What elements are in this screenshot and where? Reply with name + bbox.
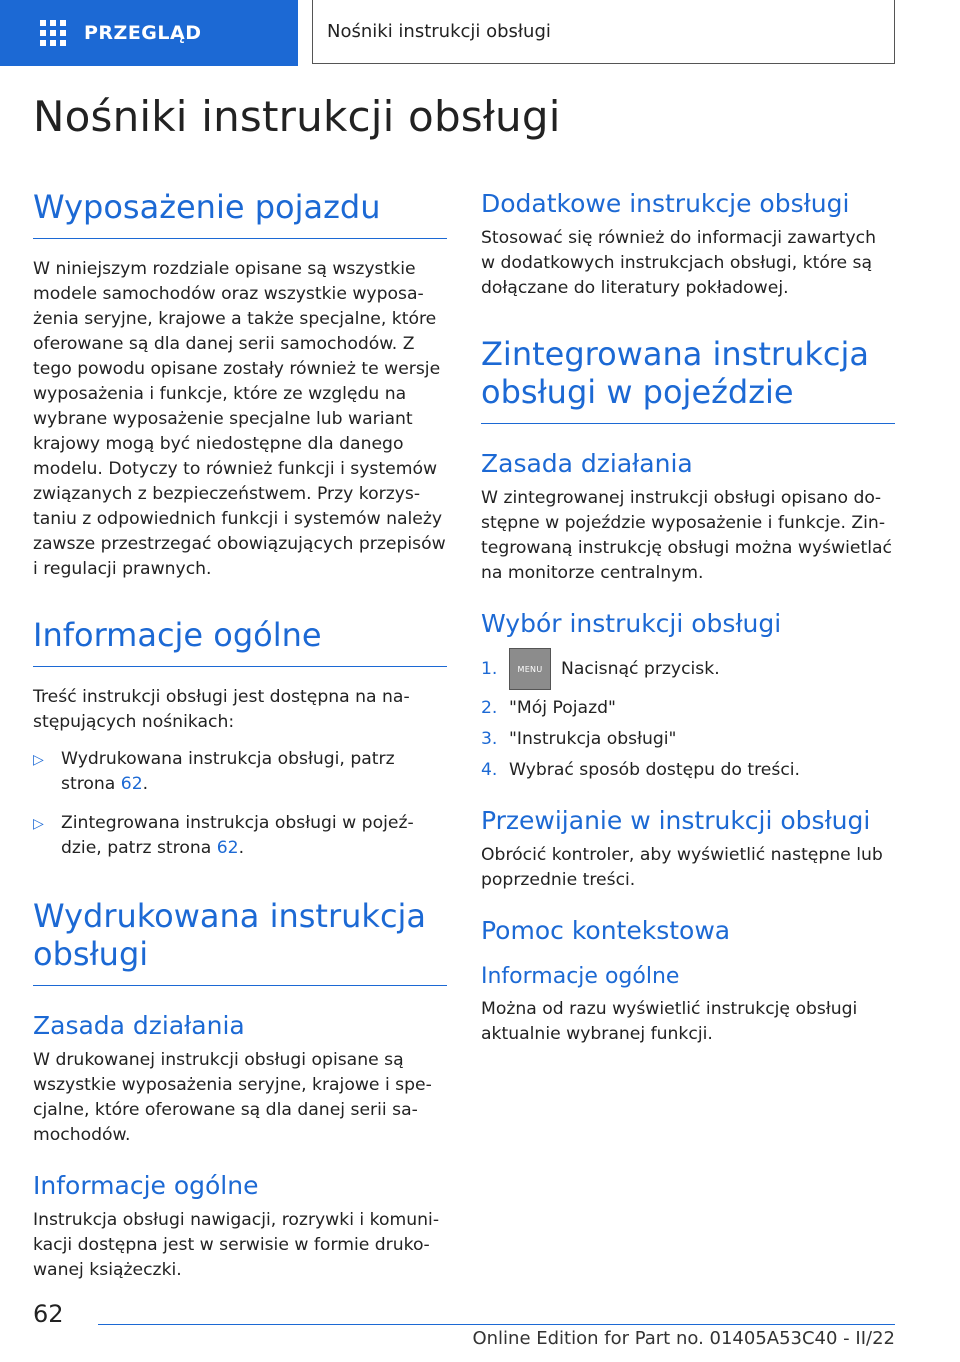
media-list bbox=[33, 747, 447, 861]
list-item-end: . bbox=[142, 774, 149, 794]
subheading-principle: Zasada działania bbox=[481, 449, 693, 478]
subheading-principle: Zasada działania bbox=[33, 1011, 245, 1040]
subheading-general: Informacje ogólne bbox=[33, 1171, 259, 1200]
section-heading-general: Informacje ogólne bbox=[33, 616, 322, 654]
list-item-text: Zintegrowana instrukcja obsługi w pojeździe, patrz strona bbox=[61, 813, 414, 858]
step-item bbox=[481, 648, 895, 690]
step-text: Nacisnąć przycisk. bbox=[561, 658, 720, 679]
step-item bbox=[481, 696, 895, 721]
step-number: 3. bbox=[481, 729, 498, 749]
step-text: "Instrukcja obsługi" bbox=[509, 729, 677, 749]
page-link[interactable]: 62 bbox=[120, 774, 143, 794]
step-text: Wybrać sposób dostępu do treści. bbox=[509, 760, 801, 780]
section-text-equipment: W niniejszym rozdziale opisane są wszystkie modele samochodów oraz wszystkie wyposażenia seryjne, krajowe a także specjalne, które oferowane są dla danej serii samochodów. Z tego powodu opisane zostały również te wersje wyposażenia i funkcje, które ze względu na wybrane wyposażenie specjalne lub wariant krajowy mogą być niedostępne dla danego modelu. Dotyczy to również funkcji i systemów związanych z bezpieczeństwem. Przy korzystaniu z odpowiednich funkcji i systemów należy zawsze przestrzegać obowiązujących przepisów i regulacji prawnych. bbox=[33, 259, 446, 579]
section-text-general: Treść instrukcji obsługi jest dostępna na następujących nośnikach: bbox=[33, 687, 410, 732]
top-bar bbox=[0, 0, 960, 66]
subsection-text-scrolling: Obrócić kontroler, aby wyświetlić następne lub poprzednie treści. bbox=[481, 845, 883, 890]
subheading-context-help: Pomoc kontekstowa bbox=[481, 916, 731, 945]
step-number: 2. bbox=[481, 698, 498, 718]
overview-button[interactable] bbox=[0, 0, 298, 66]
section-heading-integrated bbox=[481, 335, 895, 411]
subsection-text-principle: W drukowanej instrukcji obsługi opisane są wszystkie wyposażenia seryjne, krajowe i specjalne, które oferowane są dla danej serii samochodów. bbox=[33, 1050, 432, 1145]
step-item bbox=[481, 727, 895, 752]
subheading-selection: Wybór instrukcji obsługi bbox=[481, 609, 782, 638]
section-heading-block bbox=[481, 335, 895, 424]
subsection-text-principle: W zintegrowanej instrukcji obsługi opisano dostępne w pojeździe wyposażenie i funkcje. Zintegrowaną instrukcję obsługi można wyświetlać na monitorze centralnym. bbox=[481, 488, 893, 583]
page-link[interactable]: 62 bbox=[216, 838, 239, 858]
section-heading-equipment: Wyposażenie pojazdu bbox=[33, 188, 381, 226]
step-number: 4. bbox=[481, 760, 498, 780]
list-item-end: . bbox=[238, 838, 245, 858]
list-item-text: Wydrukowana instrukcja obsługi, patrz strona bbox=[61, 749, 395, 794]
overview-label: PRZEGLĄD bbox=[84, 22, 202, 44]
section-heading-printed bbox=[33, 897, 447, 973]
section-heading-block bbox=[33, 188, 447, 239]
section-heading-additional: Dodatkowe instrukcje obsługi bbox=[481, 189, 850, 218]
menu-button-icon: MENU bbox=[509, 648, 551, 690]
subsection-text-context-help: Można od razu wyświetlić instrukcję obsługi aktualnie wybranej funkcji. bbox=[481, 999, 858, 1044]
heading-line: obsługi bbox=[33, 935, 149, 973]
footer-edition: Online Edition for Part no. 01405A53C40 - II/22 bbox=[472, 1328, 895, 1349]
triangle-bullet-icon: ▷ bbox=[33, 752, 44, 768]
subheading-general: Informacje ogólne bbox=[481, 964, 680, 989]
breadcrumb bbox=[312, 0, 895, 64]
list-item bbox=[33, 747, 447, 797]
heading-line: Wydrukowana instrukcja bbox=[33, 897, 427, 935]
steps-list bbox=[481, 648, 895, 783]
step-item bbox=[481, 758, 895, 783]
step-text: "Mój Pojazd" bbox=[509, 698, 616, 718]
subheading-scrolling: Przewijanie w instrukcji obsługi bbox=[481, 806, 871, 835]
page-number: 62 bbox=[33, 1300, 64, 1328]
footer-divider bbox=[98, 1324, 895, 1325]
section-text-additional: Stosować się również do informacji zawartych w dodatkowych instrukcjach obsługi, które są dołączane do literatury pokładowej. bbox=[481, 228, 876, 298]
page-title: Nośniki instrukcji obsługi bbox=[33, 92, 561, 141]
section-heading-block bbox=[33, 616, 447, 667]
heading-line: obsługi w pojeździe bbox=[481, 373, 794, 411]
subsection-text-general: Instrukcja obsługi nawigacji, rozrywki i komunikacji dostępna jest w serwisie w formie drukowanej książeczki. bbox=[33, 1210, 440, 1280]
grid-icon bbox=[40, 20, 66, 46]
breadcrumb-text: Nośniki instrukcji obsługi bbox=[327, 21, 551, 42]
heading-line: Zintegrowana instrukcja bbox=[481, 335, 869, 373]
step-number: 1. bbox=[481, 658, 498, 679]
right-column bbox=[481, 188, 895, 1047]
left-column bbox=[33, 188, 447, 1283]
list-item bbox=[33, 811, 447, 861]
section-heading-block bbox=[33, 897, 447, 986]
triangle-bullet-icon: ▷ bbox=[33, 816, 44, 832]
